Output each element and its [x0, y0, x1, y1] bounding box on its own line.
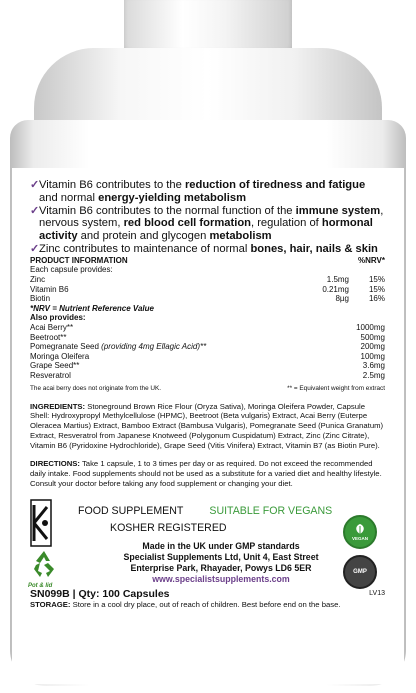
health-claim [30, 179, 385, 205]
table-row [30, 371, 385, 381]
table-row [30, 275, 385, 285]
extra-name-cell [30, 323, 295, 333]
extra-amount: 500mg [360, 332, 385, 342]
nutrient-table [30, 275, 385, 304]
checkmark-icon: ✓ [30, 179, 40, 191]
maker-line-2: Specialist Supplements Ltd, Unit 4, East Street [123, 552, 319, 562]
directions-text: Take 1 capsule, 1 to 3 times per day or as required. Do not exceed the recommended daily intake. Food supplements should not be used as a substitute for a varied diet and healthy lifestyle. Consult your doctor before taking any food supplement or changing your diet. [30, 459, 382, 489]
also-provides-label: Also provides: [30, 313, 86, 323]
extra-name-cell [30, 352, 295, 362]
extras-table [30, 323, 385, 381]
product-info-header: PRODUCT INFORMATION [30, 255, 128, 265]
health-claim [30, 243, 385, 256]
nutrient-name: Zinc [30, 274, 46, 284]
extra-name: Pomegranate Seed [30, 342, 99, 352]
each-capsule-label: Each capsule provides: [30, 265, 113, 275]
extra-amount: 2.5mg [362, 370, 385, 380]
health-claims [30, 179, 385, 256]
nrv-header: %NRV* [358, 255, 385, 265]
extra-amount: 200mg [360, 342, 385, 352]
claim-text: Vitamin B6 contributes to the normal function of the [39, 204, 296, 217]
recycle-icon [30, 549, 58, 579]
extra-amount: 1000mg [356, 322, 385, 332]
health-claim [30, 205, 385, 243]
vegan-badge-icon [343, 515, 377, 549]
table-row [30, 333, 385, 343]
gmp-badge-text: GMP [353, 569, 367, 575]
extra-name: Moringa Oleifera [30, 351, 90, 361]
nutrient-amount: 8µg [335, 294, 349, 304]
nrv-note: *NRV = Nutrient Reference Value [30, 303, 154, 313]
claim-text: and normal [39, 191, 99, 204]
nutrient-nrv: 15% [368, 284, 385, 294]
ingredients [30, 402, 385, 451]
leaf-icon [353, 523, 367, 535]
product-code: SN099B | Qty: 100 Capsules [30, 588, 170, 600]
nutrient-nrv: 16% [368, 294, 385, 304]
storage-info [30, 600, 390, 609]
table-row [30, 361, 385, 371]
pot-lid-label: Pot & lid [28, 583, 53, 589]
food-supplement-text: FOOD SUPPLEMENT [78, 505, 184, 517]
table-row [30, 352, 385, 362]
footnote-extract: ** = Equivalent weight from extract [287, 384, 385, 392]
claim-highlight: immune system [295, 204, 381, 217]
storage-label: STORAGE: [30, 600, 71, 609]
claim-highlight: metabolism [209, 230, 272, 243]
nutrient-name: Vitamin B6 [30, 284, 69, 294]
nutrient-nrv: 15% [368, 274, 385, 284]
label-version: LV13 [369, 590, 385, 597]
checkmark-icon: ✓ [30, 242, 40, 255]
extra-name-cell [30, 342, 295, 352]
claim-text: , nervous system, [39, 204, 384, 230]
claim-text: and protein and glycogen [77, 230, 210, 243]
kosher-registered-text: KOSHER REGISTERED [110, 522, 227, 534]
label-content [30, 179, 385, 489]
directions-label: DIRECTIONS: [30, 459, 80, 469]
product-information [30, 256, 385, 393]
claim-text: Vitamin B6 contributes to the [39, 179, 185, 191]
extra-name: Acai Berry** [30, 322, 74, 332]
extra-name: Beetroot** [30, 332, 67, 342]
claim-text: Zinc contributes to maintenance of normal [39, 242, 251, 255]
nutrient-amount: 0.21mg [322, 284, 349, 294]
table-row [30, 323, 385, 333]
extra-amount: 100mg [360, 351, 385, 361]
extra-name: Grape Seed** [30, 361, 80, 371]
bottle-cap [124, 0, 292, 54]
extra-name-cell [30, 361, 295, 371]
table-row [30, 285, 385, 295]
extra-amount: 3.6mg [362, 361, 385, 371]
claim-highlight: hormonal activity [39, 217, 373, 243]
footnote-acai: The acai berry does not originate from the UK. [30, 384, 162, 392]
manufacturer-info [96, 541, 346, 585]
nutrient-name: Biotin [30, 294, 51, 304]
storage-text: Store in a cool dry place, out of reach of children. Best before end on the base. [70, 600, 341, 609]
ingredients-text: Stoneground Brown Rice Flour (Oryza Sativa), Moringa Oleifera Powder, Capsule Shell: Hydroxypropyl Methylcellulose (HPMC), Beetroot (Beta vulgaris) Extract, Acai Berry (Euterpe Oleracea Martius) Extract, Bamboo Extract (Bambusa Vulgaris), Pomegranate Seed (Punica Granatum) Extract, Resveratrol from Japanese Knotweed (Polygonum Cuspidatum) Extract, Zinc (Zinc Citrate), Vitamin B6 (Pyridoxine Hydrochloride), Grape Seed (Vitis Vinifera) Extract, Vitamin B7 (as Biotin Pure). [30, 401, 384, 450]
table-row [30, 294, 385, 304]
claim-highlight: bones, hair, nails & skin [250, 242, 378, 255]
extra-name-cell [30, 371, 295, 381]
table-row [30, 342, 385, 352]
nutrient-amount: 1.5mg [326, 274, 349, 284]
website-link[interactable]: www.specialistsupplements.com [152, 574, 290, 584]
ingredients-label: INGREDIENTS: [30, 401, 86, 411]
suitable-vegans-text: SUITABLE FOR VEGANS [209, 505, 333, 517]
food-supplement-line [78, 505, 332, 517]
extra-name-cell [30, 333, 295, 343]
extra-note: (providing 4mg Ellagic Acid)** [101, 342, 207, 352]
checkmark-icon: ✓ [30, 204, 40, 217]
gmp-badge-icon [343, 555, 377, 589]
directions [30, 459, 385, 488]
claim-highlight: red blood cell formation [123, 217, 251, 230]
claim-text: , regulation of [250, 217, 322, 230]
label-footer [30, 497, 385, 673]
claim-highlight: energy-yielding metabolism [98, 191, 247, 204]
maker-line-1: Made in the UK under GMP standards [142, 541, 300, 551]
maker-line-3: Enterprise Park, Rhayader, Powys LD6 5ER [130, 563, 312, 573]
claim-highlight: reduction of tiredness and fatigue [184, 179, 366, 191]
kosher-logo-icon [30, 499, 52, 547]
vegan-badge-text: VEGAN [351, 536, 368, 541]
extra-name: Resveratrol [30, 370, 71, 380]
